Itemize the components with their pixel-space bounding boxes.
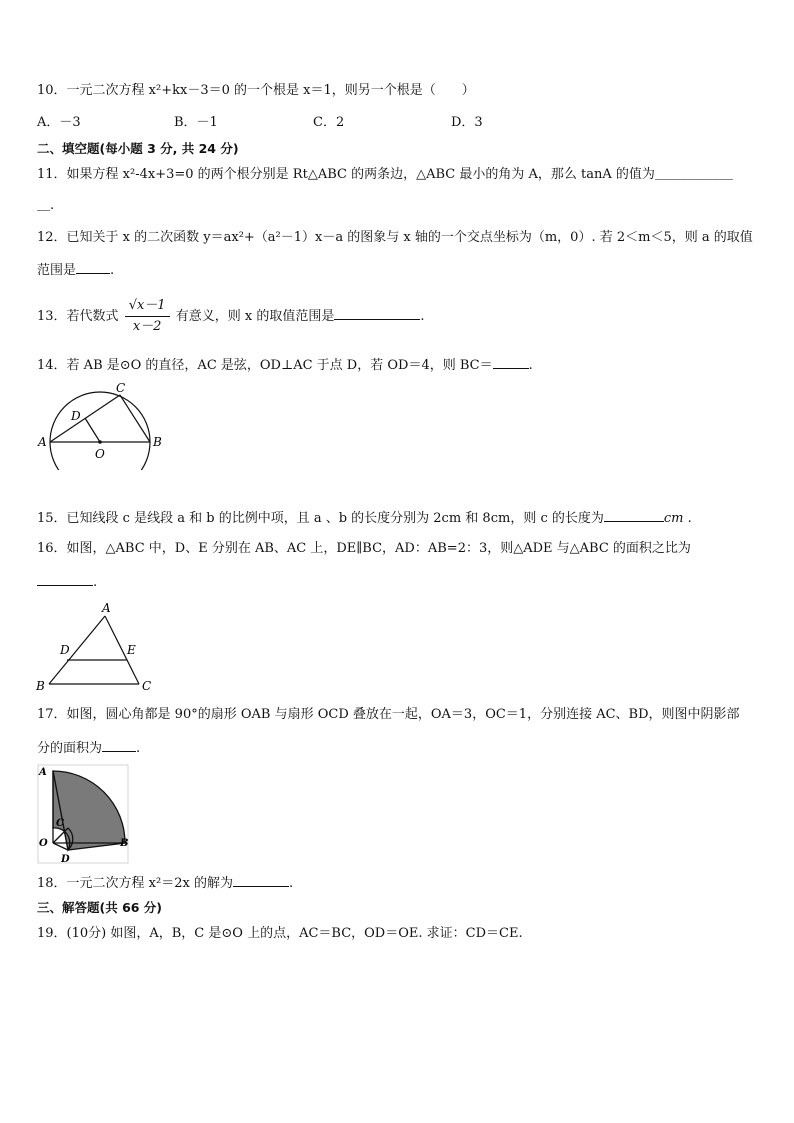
q17-answer-blank xyxy=(102,738,136,752)
q18-text: 18．一元二次方程 x²＝2x 的解为 xyxy=(37,876,233,891)
q16-triangle-figure xyxy=(34,600,164,694)
q14-answer-blank xyxy=(493,355,529,369)
q10-option-b: B．－1 xyxy=(174,115,218,130)
q18-answer-blank xyxy=(233,873,289,887)
q17-line2-end: . xyxy=(136,741,141,756)
q10-stem: 10．一元二次方程 x²+kx－3＝0 的一个根是 x＝1，则另一个根是（ ） xyxy=(37,83,475,98)
q17-sector-figure xyxy=(36,764,132,864)
q17-line2 xyxy=(37,738,140,758)
q11-line2: ＿. xyxy=(37,198,55,213)
section-fill-in-blank-heading: 二、填空题(每小题 3 分, 共 24 分) xyxy=(37,141,239,156)
label-c: C xyxy=(142,679,152,693)
label-a: A xyxy=(38,435,47,449)
label-d: D xyxy=(61,854,70,864)
q10-option-c: C．2 xyxy=(313,115,345,130)
label-a: A xyxy=(39,767,47,778)
q17-line1: 17．如图，圆心角都是 90°的扇形 OAB 与扇形 OCD 叠放在一起，OA＝3，OC＝1，分别连接 AC、BD，则图中阴影部 xyxy=(37,707,740,722)
label-c: C xyxy=(56,818,64,829)
segment-cb xyxy=(120,395,150,442)
label-b: B xyxy=(120,838,129,849)
q13-fraction-denominator: x－2 xyxy=(132,319,162,334)
q17-line2-text: 分的面积为 xyxy=(37,741,103,756)
label-b: B xyxy=(36,679,45,693)
q13-before: 13．若代数式 xyxy=(37,309,119,324)
q14-circle-figure xyxy=(34,380,174,470)
q16-line1: 16．如图，△ABC 中，D、E 分别在 AB、AC 上，DE∥BC，AD：AB=2：3，则△ADE 与△ABC 的面积之比为 xyxy=(37,541,691,556)
q13-fraction xyxy=(125,296,170,337)
q15-unit: cm . xyxy=(663,511,692,526)
q10-option-d: D．3 xyxy=(451,115,483,130)
segment-od xyxy=(85,418,100,442)
label-b: B xyxy=(153,435,162,449)
label-d: D xyxy=(71,409,81,423)
q10-option-a: A．－3 xyxy=(37,115,81,130)
q13-end: . xyxy=(420,309,425,324)
q14-text: 14．若 AB 是⊙O 的直径，AC 是弦，OD⊥AC 于点 D，若 OD＝4，则 BC＝ xyxy=(37,358,493,373)
label-o: O xyxy=(39,838,48,849)
label-a: A xyxy=(102,601,111,615)
q14-line xyxy=(37,355,533,375)
q19-stem: 19．(10分) 如图，A，B，C 是⊙O 上的点，AC＝BC，OD＝OE. 求证：CD＝CE. xyxy=(37,926,523,941)
center-point-o xyxy=(98,440,102,444)
q12-line1: 12．已知关于 x 的二次函数 y＝ax²+（a²－1）x－a 的图象与 x 轴的一个交点坐标为（m，0）. 若 2＜m＜5，则 a 的取值 xyxy=(37,230,753,245)
q18-end: . xyxy=(288,876,294,891)
label-c: C xyxy=(116,381,126,395)
q12-line2-end: . xyxy=(110,263,115,278)
q15-text: 15．已知线段 c 是线段 a 和 b 的比例中项，且 a 、b 的长度分别为 2cm 和 8cm，则 c 的长度为 xyxy=(37,511,604,526)
label-o: O xyxy=(95,447,105,461)
q13-line xyxy=(37,296,424,337)
q14-end: . xyxy=(528,358,533,373)
q13-after: 有意义，则 x 的取值范围是 xyxy=(175,309,335,324)
q18-line xyxy=(37,873,293,893)
label-d: D xyxy=(60,643,70,657)
q12-line2 xyxy=(37,260,114,280)
q16-line2 xyxy=(37,572,97,592)
q11-line1: 11．如果方程 x²-4x+3=0 的两个根分别是 Rt△ABC 的两条边，△ABC 最小的角为 A，那么 tanA 的值为＿＿＿＿＿＿ xyxy=(37,167,733,182)
section-answer-questions-heading: 三、解答题(共 66 分) xyxy=(37,900,163,915)
q16-answer-blank xyxy=(37,572,93,586)
q12-answer-blank xyxy=(76,260,110,274)
q16-line2-end: . xyxy=(93,575,98,590)
side-ab xyxy=(49,616,105,684)
q12-line2-text: 范围是 xyxy=(37,263,77,278)
q13-fraction-numerator: √x－1 xyxy=(125,296,170,317)
q13-answer-blank xyxy=(334,306,420,320)
label-e: E xyxy=(127,643,136,657)
q15-answer-blank xyxy=(604,508,664,522)
q15-line xyxy=(37,508,692,528)
